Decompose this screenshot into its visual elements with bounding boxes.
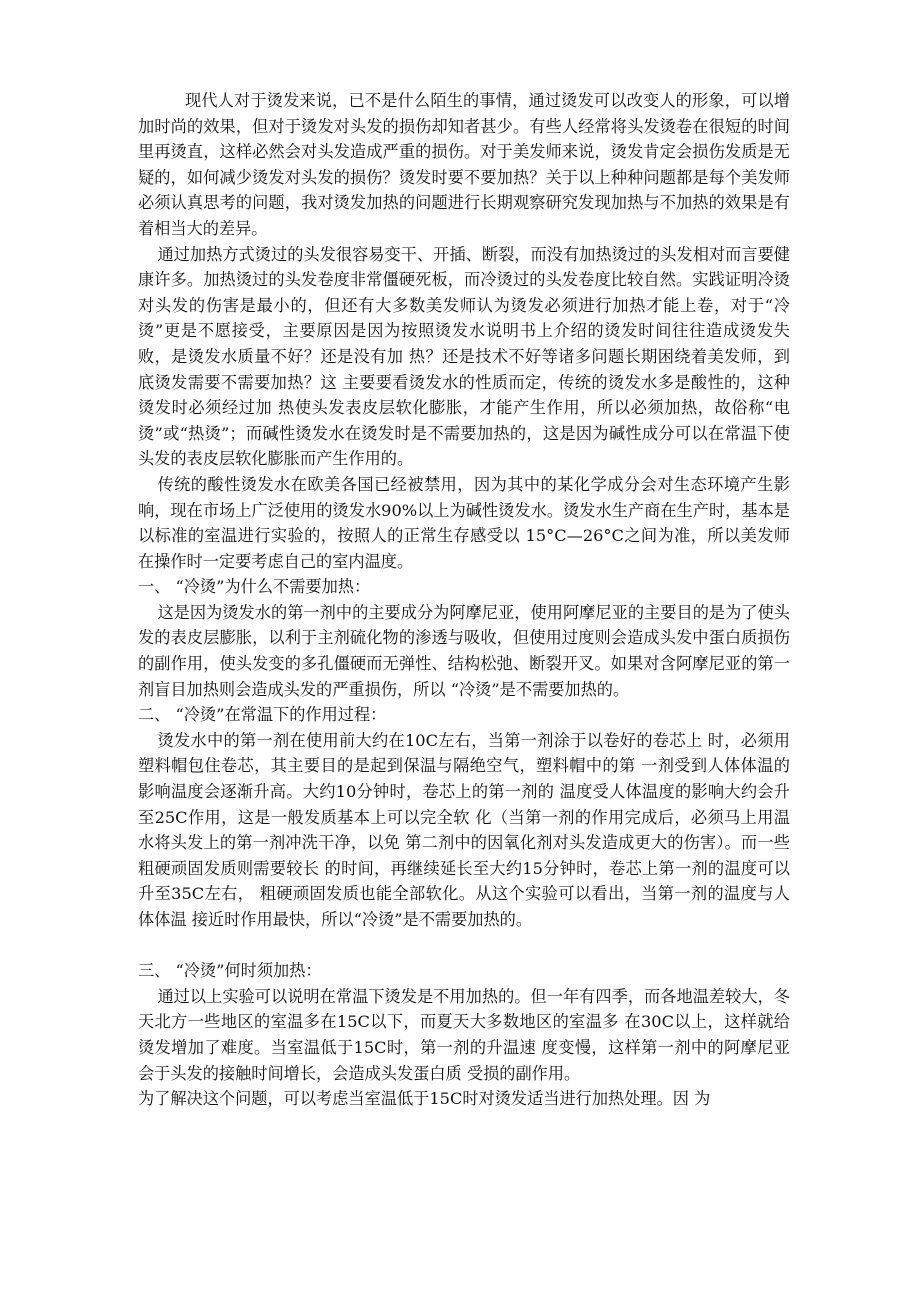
paragraph-seasons: 通过以上实验可以说明在常温下烫发是不用加热的。但一年有四季，而各地温差较大，冬天北方一些地区的室温多在15C以下，而夏天大多数地区的室温多 在30C以上，这样就给烫发增加了难度。当室温低于15C时，第一剂的升温速 度变慢，这样第一剂中的阿摩尼亚会于头发的接触时间增长，会造成头发蛋白质 受损的副作用。 xyxy=(138,986,790,1083)
paragraph-process: 烫发水中的第一剂在使用前大约在10C左右，当第一剂涂于以卷好的卷芯上 时，必须用塑料帽包住卷芯，其主要目的是起到保温与隔绝空气，塑料帽中的第 一剂受到人体体温的影响温度会逐渐升高。大约10分钟时，卷芯上的第一剂的 温度受人体温度的影响大约会升至25C作用，这是一般发质基本上可以完全软 化（当第一剂的作用完成后，必须马上用温水将头发上的第一剂冲洗干净，以免 第二剂中的因氧化剂对头发造成更大的伤害）。而一些粗硬顽固发质则需要较长 的时间，再继续延长至大约15分钟时，卷芯上第一剂的温度可以升至35C左右， 粗硬顽固发质也能全部软化。从这个实验可以看出，当第一剂的温度与人体体温 接近时作用最快，所以“冷烫”是不需要加热的。 xyxy=(138,730,790,929)
paragraph-heating-effects: 通过加热方式烫过的头发很容易变干、开插、断裂，而没有加热烫过的头发相对而言要健康许多。加热烫过的头发卷度非常僵硬死板，而冷烫过的头发卷度比较自然。实践证明冷烫对头发的伤害是最小的，但还有大多数美发师认为烫发必须进行加热才能上卷，对于“冷烫”更是不愿接受，主要原因是因为按照烫发水说明书上介绍的烫发时间往往造成烫发失败，是烫发水质量不好？还是没有加 热？还是技术不好等诸多问题长期困绕着美发师，到底烫发需要不需要加热？这 主要要看烫发水的性质而定，传统的烫发水多是酸性的，这种烫发时必须经过加 热使头发表皮层软化膨胀，才能产生作用，所以必须加热，故俗称“电烫”或“热烫”；而碱性烫发水在烫发时是不需要加热的，这是因为碱性成分可以在常温下使头发的表皮层软化膨胀而产生作用的。 xyxy=(138,244,790,469)
paragraph-ammonia: 这是因为烫发水的第一剂中的主要成分为阿摩尼亚，使用阿摩尼亚的主要目的是为了使头发的表皮层膨胀，以利于主剂硫化物的渗透与吸收，但使用过度则会造成头发中蛋白质损伤的副作用，使头发变的多孔僵硬而无弹性、结构松弛、断裂开叉。如果对含阿摩尼亚的第一剂盲目加热则会造成头发的严重损伤，所以 “冷烫”是不需要加热的。 xyxy=(138,602,790,699)
section-heading-3: 三、 “冷烫”何时须加热： xyxy=(138,961,322,981)
paragraph-intro: 现代人对于烫发来说，已不是什么陌生的事情，通过烫发可以改变人的形象，可以增加时尚的效果，但对于烫发对头发的损伤却知者甚少。有些人经常将头发烫卷在很短的时间里再烫直，这样必然会对头发造成严重的损伤。对于美发师来说，烫发肯定会损伤发质是无疑的，如何减少烫发对头发的损伤？烫发时要不要加热？关于以上种种问题都是每个美发师必须认真思考的问题，我对烫发加热的问题进行长期观察研究发现加热与不加热的效果是有着相当大的差异。 xyxy=(138,91,790,238)
section-heading-1: 一、 “冷烫”为什么不需要加热： xyxy=(138,577,371,597)
document-body xyxy=(138,88,790,1112)
blank-line xyxy=(138,933,790,959)
section-heading-2: 二、 “冷烫”在常温下的作用过程： xyxy=(138,705,387,725)
paragraph-acid-perm: 传统的酸性烫发水在欧美各国已经被禁用，因为其中的某化学成分会对生态环境产生影响，现在市场上广泛使用的烫发水90%以上为碱性烫发水。烫发水生产商在生产时，基本是以标准的室温进行实验的，按照人的正常生存感受以 15°C—26°C之间为准，所以美发师在操作时一定要考虑自己的室内温度。 xyxy=(138,474,790,571)
paragraph-solution: 为了解决这个问题，可以考虑当室温低于15C时对烫发适当进行加热处理。因 为 xyxy=(138,1089,711,1109)
